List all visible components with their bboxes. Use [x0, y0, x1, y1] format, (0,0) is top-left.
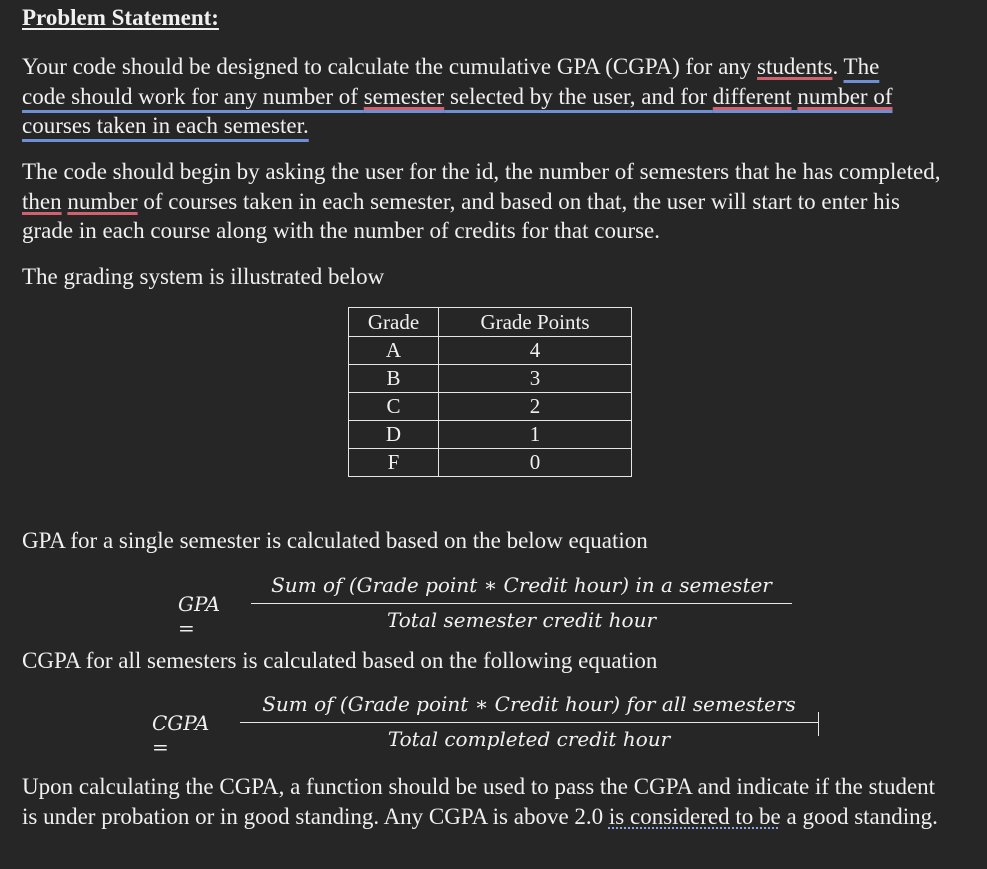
grade-cell: A — [349, 337, 439, 365]
grade-cell: D — [349, 421, 439, 449]
grading-table — [348, 307, 632, 477]
points-cell: 4 — [439, 337, 632, 365]
cgpa-numerator: Sum of (Grade point ∗ Credit hour) for all semesters — [240, 692, 818, 723]
gpa-fraction — [251, 573, 792, 632]
cgpa-lhs: CGPA = — [152, 711, 210, 759]
grading-intro: The grading system is illustrated below — [22, 264, 385, 289]
spelling-mark-number-of: number of — [797, 83, 893, 109]
problem-statement-heading: Problem Statement: — [22, 5, 219, 30]
intro-paragraph: Your code should be designed to calculate the cumulative GPA (CGPA) for any students. The code should work for any number of semester selected by the user, and for different number of courses taken in each semester. — [22, 54, 893, 138]
points-cell: 1 — [439, 421, 632, 449]
grade-cell: C — [349, 393, 439, 421]
gpa-lhs: GPA = — [178, 592, 221, 640]
header-grade: Grade — [349, 308, 439, 337]
grammar-mark-considered: is considered to be — [608, 803, 781, 829]
table-row — [349, 365, 632, 393]
grade-cell: B — [349, 365, 439, 393]
table-row — [349, 449, 632, 477]
gpa-intro: GPA for a single semester is calculated based on the below equation — [22, 528, 648, 553]
spelling-mark-different: different — [712, 83, 792, 109]
gpa-numerator: Sum of (Grade point ∗ Credit hour) in a semester — [251, 573, 792, 604]
spelling-mark-semester: semester — [363, 83, 445, 109]
spelling-mark-number: number — [67, 188, 138, 214]
spelling-mark-then: then — [22, 188, 62, 214]
points-cell: 0 — [439, 449, 632, 477]
table-row — [349, 421, 632, 449]
table-row — [349, 393, 632, 421]
cgpa-intro: CGPA for all semesters is calculated based on the following equation — [22, 648, 658, 673]
points-cell: 2 — [439, 393, 632, 421]
input-paragraph: The code should begin by asking the user for the id, the number of semesters that he has completed, then number of courses taken in each semester, and based on that, the user will start to enter his grade in each course along with the number of credits for that course. — [22, 159, 941, 243]
points-cell: 3 — [439, 365, 632, 393]
grade-cell: F — [349, 449, 439, 477]
table-header-row — [349, 308, 632, 337]
cgpa-fraction — [240, 692, 818, 751]
text-cursor — [818, 712, 819, 736]
header-grade-points: Grade Points — [439, 308, 632, 337]
spelling-mark-students: students — [757, 54, 833, 79]
gpa-denominator: Total semester credit hour — [386, 608, 657, 632]
grammar-mark-sentence: code should work for any number of semester selected by the user, and for different number of courses taken in each semester. — [22, 83, 893, 138]
table-row — [349, 337, 632, 365]
cgpa-denominator: Total completed credit hour — [387, 727, 671, 751]
standing-paragraph: Upon calculating the CGPA, a function should be used to pass the CGPA and indicate if the student is under probation or in good standing. Any CGPA is above 2.0 is considered to be a good standing. — [22, 774, 938, 829]
grammar-mark-the: The — [843, 54, 880, 79]
